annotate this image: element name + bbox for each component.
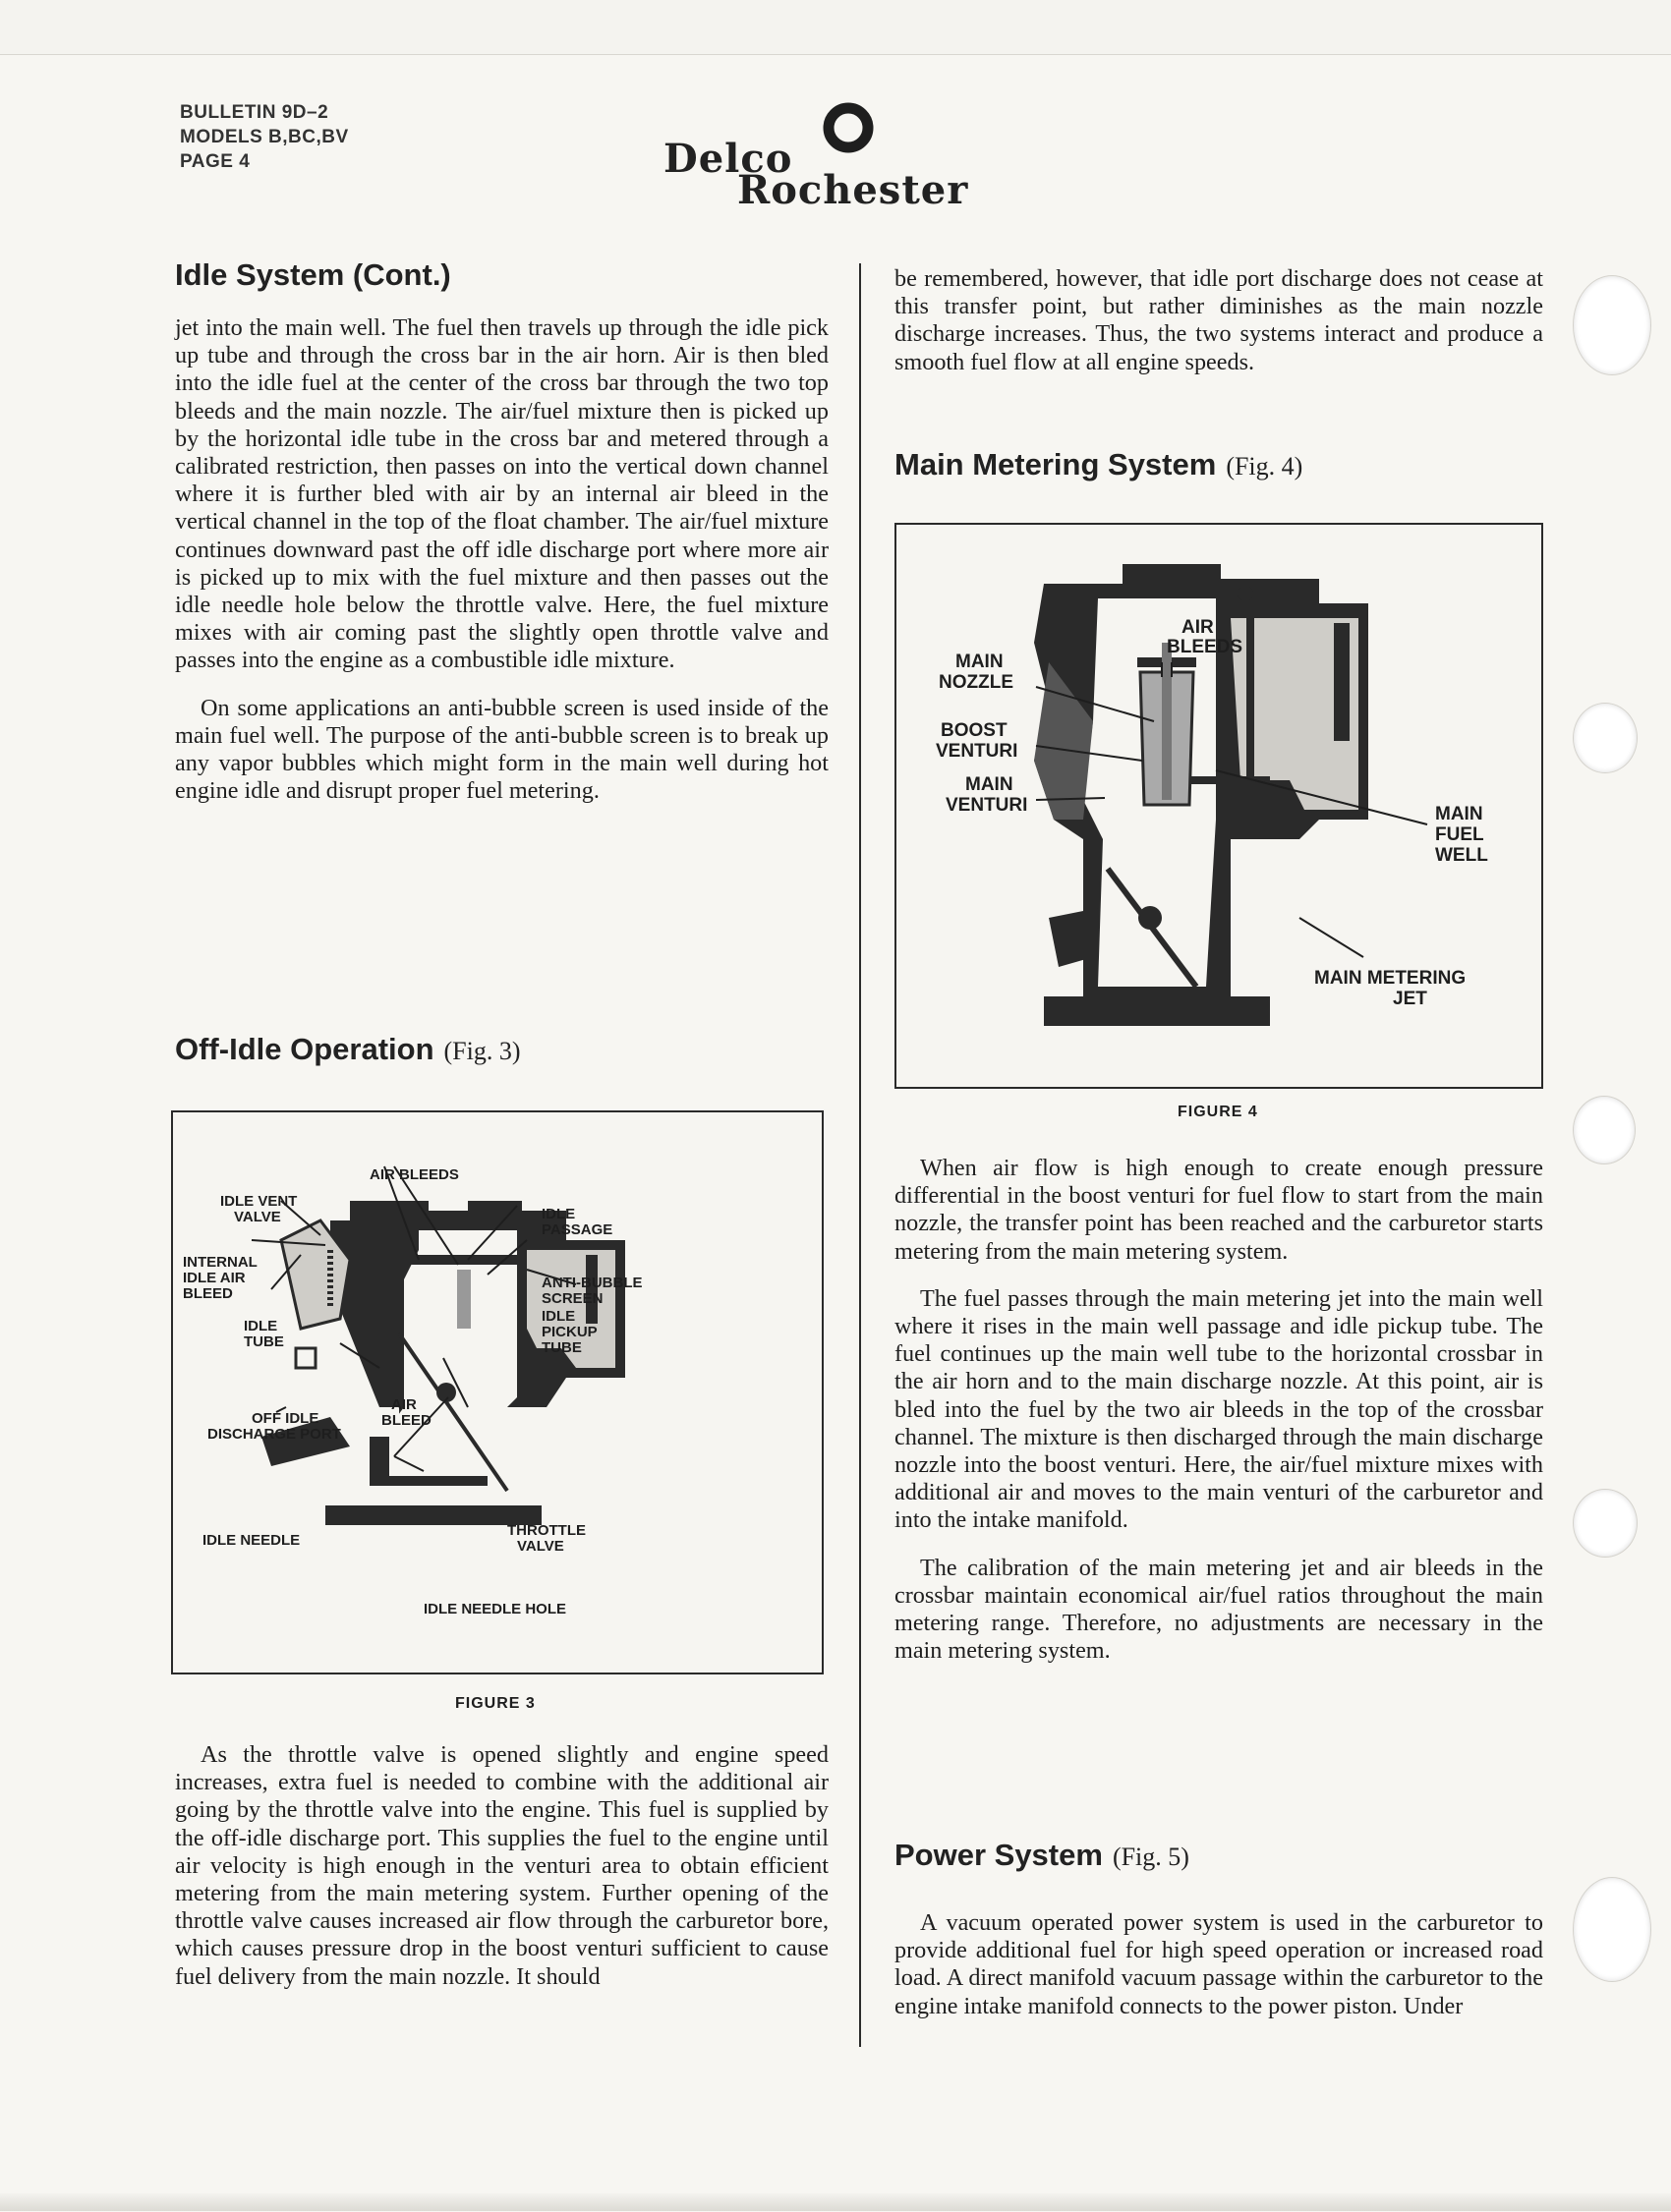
paragraph-power-system: A vacuum operated power system is used in the carburetor to provide additional fuel for high speed operation or increased road load. A direct manifold vacuum passage within the carburetor to the engine intake manifold connects to the power piston. Under	[894, 1909, 1543, 2019]
fig4-label-fuel-well-3: WELL	[1435, 845, 1488, 866]
fig4-label-boost-1: BOOST	[941, 720, 1008, 741]
fig4-label-fuel-well-1: MAIN	[1435, 804, 1483, 824]
right-column-top	[894, 265, 1543, 376]
column-divider	[859, 263, 861, 2047]
fig4-vent	[1238, 586, 1253, 601]
heading-idle-system: Idle System (Cont.)	[175, 257, 451, 292]
fig4-label-main-venturi-1: MAIN	[965, 774, 1013, 795]
heading-main-metering-figref: (Fig. 4)	[1226, 452, 1303, 481]
paragraph-transfer-reached: When air flow is high enough to create enough pressure differential in the boost venturi for fuel flow to start from the main nozzle, the transfer point has been reached and the carburetor starts metering from the main metering system.	[894, 1155, 1543, 1265]
heading-main-metering-text: Main Metering System	[894, 447, 1217, 482]
fig3-label-off-idle-1: OFF IDLE	[252, 1410, 319, 1427]
right-column-bottom	[894, 1909, 1543, 2020]
fig3-off-idle-port	[296, 1348, 316, 1368]
binder-hole	[1573, 1877, 1651, 1982]
fig3-label-internal-2: IDLE AIR	[183, 1270, 246, 1286]
heading-power-system-figref: (Fig. 5)	[1112, 1843, 1189, 1871]
fig4-label-main-nozzle-1: MAIN	[955, 652, 1004, 672]
fig3-label-idle-tube-1: IDLE	[244, 1318, 278, 1334]
heading-main-metering	[894, 447, 1543, 482]
page-number: PAGE 4	[180, 151, 251, 172]
figure-4-caption: FIGURE 4	[1178, 1104, 1258, 1120]
heading-main-metering-block	[894, 447, 1543, 482]
logo-line-rochester: Rochester	[737, 167, 969, 213]
fig4-well-tube	[1334, 623, 1350, 741]
fig3-label-air-bleed-1: AIR	[391, 1396, 417, 1413]
fig3-label-idle-passage-2: PASSAGE	[542, 1221, 613, 1238]
heading-power-system	[894, 1838, 1543, 1873]
logo-line-delco: Delco	[663, 136, 793, 182]
paragraph-off-idle: As the throttle valve is opened slightly and engine speed increases, extra fuel is needed to combine with the additional air going by the throttle valve into the engine. This fuel is supplied by the off-idle discharge port. This supplies the fuel to the engine until air velocity is high enough in the venturi area to obtain efficient metering from the main metering system. Further opening of the throttle valve causes increased air flow through the carburetor bore, which causes pressure drop in the boost venturi sufficient to cause fuel delivery from the main nozzle. It should	[175, 1741, 829, 1990]
fig3-label-off-idle-2: DISCHARGE PORT	[207, 1426, 341, 1443]
fig3-label-air-bleed-2: BLEED	[381, 1412, 432, 1429]
fig3-label-internal-3: BLEED	[183, 1285, 233, 1302]
heading-off-idle-figref: (Fig. 3)	[443, 1037, 521, 1065]
paragraph-anti-bubble: On some applications an anti-bubble screen is used inside of the main fuel well. The purpose of the anti-bubble screen is to break up any vapor bubbles which might form in the main well during hot engine idle and disrupt proper fuel metering.	[175, 694, 829, 805]
right-column-middle	[894, 1155, 1543, 1665]
fig3-label-idle-vent-1: IDLE VENT	[220, 1193, 298, 1210]
fig4-label-boost-2: VENTURI	[936, 741, 1018, 762]
fig3-label-pickup-3: TUBE	[542, 1339, 582, 1356]
fig3-label-air-bleeds: AIR BLEEDS	[370, 1166, 459, 1183]
fig4-label-main-venturi-2: VENTURI	[946, 795, 1028, 816]
figure-3-diagram	[171, 1110, 824, 1674]
paragraph-fuel-passes: The fuel passes through the main metering jet into the main well where it rises in the main well passage and idle pickup tube. The fuel continues up the main well tube to the horizontal crossbar in the air horn and to the main discharge nozzle. At this point, air is bled into the fuel by the two air bleeds in the top of the crossbar channel. The mixture is then discharged through the main discharge nozzle into the boost venturi. Here, the air/fuel mixture mixes with additional air and moves to the main venturi of the carburetor and into the intake manifold.	[894, 1284, 1543, 1534]
fig4-throttle-pivot	[1138, 906, 1162, 930]
left-column-bottom	[175, 1741, 829, 1991]
fig4-label-air-bleeds-2: BLEEDS	[1167, 637, 1243, 657]
left-column-top	[175, 257, 829, 805]
fig3-label-internal-1: INTERNAL	[183, 1254, 258, 1271]
fig3-label-idle-needle-hole: IDLE NEEDLE HOLE	[424, 1601, 567, 1617]
fig3-label-pickup-1: IDLE	[542, 1308, 576, 1325]
binder-hole	[1573, 703, 1638, 773]
fig4-label-air-bleeds-1: AIR	[1181, 617, 1214, 638]
fig3-label-idle-needle: IDLE NEEDLE	[202, 1532, 301, 1549]
heading-power-system-text: Power System	[894, 1838, 1103, 1872]
fig4-label-metering-jet-1: MAIN METERING	[1314, 968, 1467, 989]
fig3-label-anti-bubble-2: SCREEN	[542, 1290, 604, 1307]
scan-edge	[0, 2193, 1671, 2211]
paragraph-transfer-point: be remembered, however, that idle port discharge does not cease at this transfer point, but rather diminishes as the main nozzle discharge increases. Thus, the two systems interact and produce a smooth fuel flow at all engine speeds.	[894, 265, 1543, 375]
fig3-label-pickup-2: PICKUP	[542, 1324, 598, 1340]
heading-off-idle	[175, 1032, 829, 1067]
heading-off-idle-block	[175, 1032, 829, 1067]
bulletin-number: BULLETIN 9D–2	[180, 102, 329, 123]
fig4-label-fuel-well-2: FUEL	[1435, 824, 1484, 845]
binder-hole	[1573, 275, 1651, 375]
fig3-label-idle-vent-2: VALVE	[234, 1209, 281, 1225]
delco-rochester-logo	[663, 98, 1057, 213]
binder-hole	[1573, 1489, 1638, 1558]
figure-4-diagram	[894, 523, 1543, 1089]
figure-3-carburetor-drawing	[173, 1112, 822, 1673]
fig3-label-throttle-2: VALVE	[517, 1538, 564, 1555]
fig3-nozzle	[457, 1270, 471, 1329]
fig4-nozzle	[1162, 643, 1172, 800]
heading-off-idle-text: Off-Idle Operation	[175, 1032, 434, 1066]
models-line: MODELS B,BC,BV	[180, 127, 349, 147]
fig3-label-anti-bubble-1: ANTI-BUBBLE	[542, 1275, 643, 1291]
fig4-label-metering-jet-2: JET	[1393, 989, 1427, 1009]
fig3-label-idle-passage-1: IDLE	[542, 1206, 576, 1222]
fig4-label-main-nozzle-2: NOZZLE	[939, 672, 1013, 693]
binder-hole	[1573, 1096, 1636, 1164]
figure-4-carburetor-drawing	[896, 525, 1541, 1087]
bulletin-header	[180, 100, 349, 174]
paragraph-idle-cont: jet into the main well. The fuel then travels up through the idle pick up tube and through the cross bar in the air horn. Air is then bled into the idle fuel at the center of the cross bar through the two top bleeds and the main nozzle. The air/fuel mixture then is picked up by the horizontal idle tube in the cross bar and metered through a calibrated restriction, then passes on into the vertical down channel where it is further bled with air by an internal air bleed in the vertical channel in the top of the float chamber. The air/fuel mixture continues downward past the off idle discharge port where more air is picked up to mix with the fuel mixture and then passes out the idle needle hole below the throttle valve. Here, the fuel mixture mixes with air coming past the slightly open throttle valve and passes into the engine as a combustible idle mixture.	[175, 314, 829, 674]
heading-power-system-block	[894, 1838, 1543, 1873]
paragraph-calibration: The calibration of the main metering jet and air bleeds in the crossbar maintain economical air/fuel ratios throughout the main metering range. Therefore, no adjustments are necessary in the main metering system.	[894, 1554, 1543, 1665]
logo-ring-icon	[819, 98, 878, 157]
figure-3-caption: FIGURE 3	[455, 1695, 536, 1712]
fig3-label-throttle-1: THROTTLE	[507, 1522, 586, 1539]
fig3-label-idle-tube-2: TUBE	[244, 1333, 284, 1350]
